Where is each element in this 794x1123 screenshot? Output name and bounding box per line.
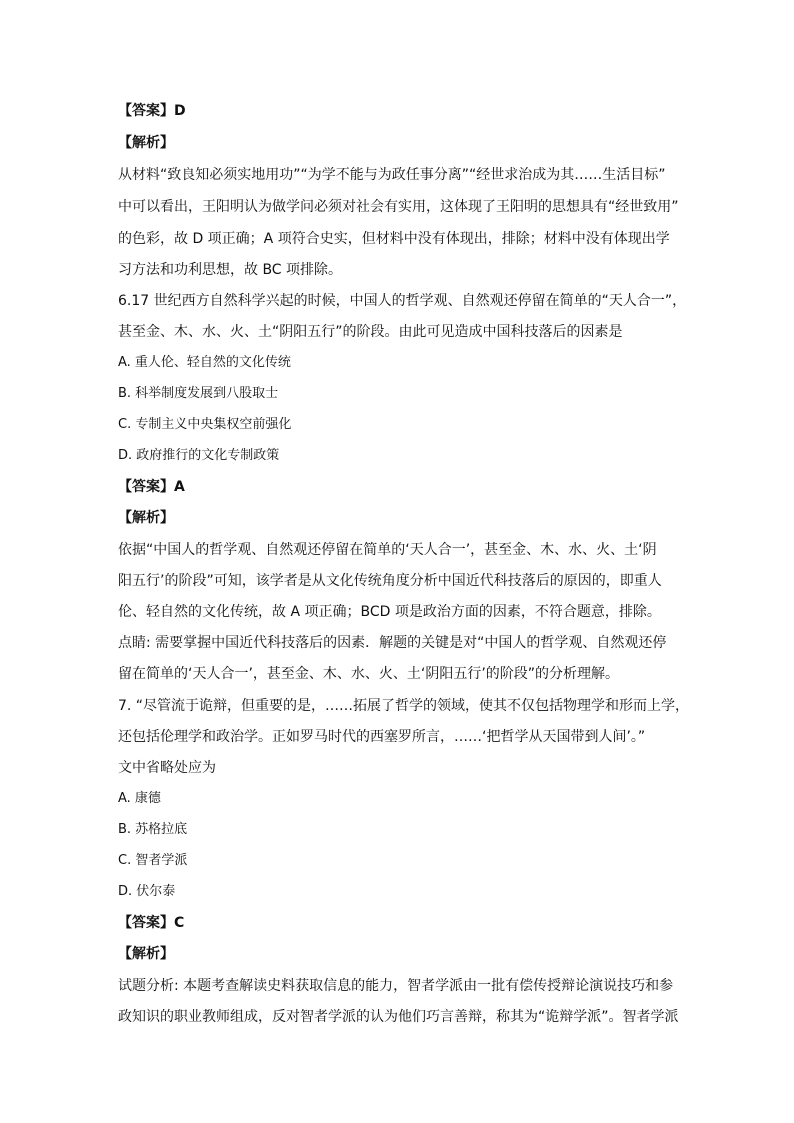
analysis-text: 依据“中国人的哲学观、自然观还停留在简单的‘天人合一’，甚至金、木、水、火、土‘阴 — [118, 542, 657, 558]
answer-label: 【答案】D — [118, 103, 186, 119]
analysis-text: 中可以看出，王阳明认为做学问必须对社会有实用，这体现了王阳明的思想具有“经世致用” — [118, 199, 679, 215]
analysis-label: 【解析】 — [118, 135, 174, 151]
option-c: C. 智者学派 — [118, 853, 188, 868]
analysis-text: 习方法和功利思想，故 BC 项排除。 — [118, 262, 343, 278]
option-d: D. 伏尔泰 — [118, 884, 176, 899]
option-a: A. 重人伦、轻自然的文化传统 — [118, 355, 291, 370]
analysis-text: 从材料“致良知必须实地用功”“为学不能与为政任事分离”“经世求治成为其……生活目标” — [118, 167, 666, 183]
analysis-label: 【解析】 — [118, 946, 174, 962]
analysis-text: 伦、轻自然的文化传统，故 A 项正确；BCD 项是政治方面的因素，不符合题意，排除。 — [118, 604, 661, 620]
analysis-text: 阳五行’的阶段”可知，该学者是从文化传统角度分析中国近代科技落后的原因的，即重人 — [118, 573, 662, 589]
answer-label: 【答案】A — [118, 479, 185, 495]
analysis-text: 的色彩，故 D 项正确；A 项符合史实，但材料中没有体现出，排除；材料中没有体现出学 — [118, 231, 670, 247]
option-c: C. 专制主义中央集权空前强化 — [118, 417, 292, 432]
analysis-text: 试题分析: 本题考查解读史料获取信息的能力，智者学派由一批有偿传授辩论演说技巧和参 — [118, 978, 674, 994]
option-b: B. 科举制度发展到八股取士 — [118, 386, 279, 401]
question-stem: 7. “尽管流于诡辩，但重要的是，……拓展了哲学的领域，使其不仅包括物理学和形而上学， — [118, 698, 690, 714]
question-stem: 甚至金、木、水、火、土“阴阳五行”的阶段。由此可见造成中国科技落后的因素是 — [118, 324, 623, 340]
question-stem: 还包括伦理学和政治学。正如罗马时代的西塞罗所言，……‘把哲学从天国带到人间’。” — [118, 729, 646, 745]
analysis-label: 【解析】 — [118, 510, 174, 526]
answer-label: 【答案】C — [118, 915, 185, 931]
option-d: D. 政府推行的文化专制政策 — [118, 448, 280, 463]
analysis-text: 政知识的职业教师组成，反对智者学派的认为他们巧言善辩，称其为“诡辩学派”。智者学派 — [118, 1009, 679, 1025]
analysis-text: 留在简单的‘天人合一’，甚至金、木、水、火、土‘阴阳五行’的阶段”的分析理解。 — [118, 666, 620, 682]
question-stem: 6.17 世纪西方自然科学兴起的时候，中国人的哲学观、自然观还停留在简单的“天人合一”， — [118, 293, 687, 309]
question-stem: 文中省略处应为 — [118, 760, 216, 776]
analysis-text: 点睛: 需要掌握中国近代科技落后的因素．解题的关键是对“中国人的哲学观、自然观还停 — [118, 635, 667, 651]
option-b: B. 苏格拉底 — [118, 822, 188, 837]
option-a: A. 康德 — [118, 791, 161, 806]
